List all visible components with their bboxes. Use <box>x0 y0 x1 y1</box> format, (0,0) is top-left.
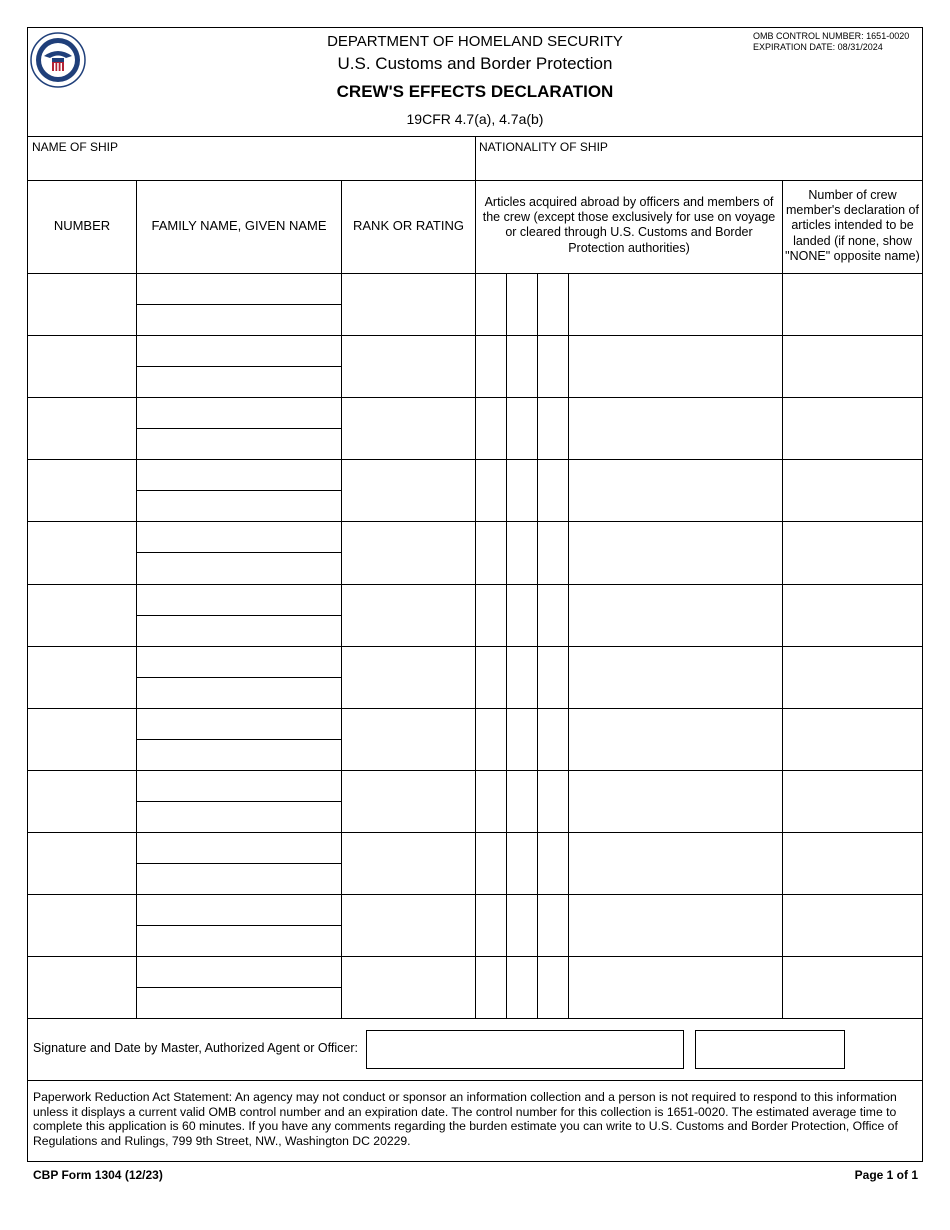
number-cell[interactable] <box>28 460 136 521</box>
divider <box>136 366 342 367</box>
family-name-cell[interactable] <box>137 895 341 925</box>
number-cell[interactable] <box>28 957 136 1018</box>
family-name-cell[interactable] <box>137 398 341 428</box>
divider <box>537 273 538 1019</box>
omb-control-number: OMB CONTROL NUMBER: 1651-0020 <box>753 31 910 41</box>
divider <box>475 136 476 1019</box>
date-input[interactable] <box>695 1030 845 1069</box>
divider <box>27 180 923 181</box>
rank-cell[interactable] <box>342 957 475 1018</box>
count-line: landed (if none, show <box>793 233 912 248</box>
form-id: CBP Form 1304 (12/23) <box>33 1168 163 1182</box>
department-name: DEPARTMENT OF HOMELAND SECURITY <box>327 33 623 50</box>
cfr-reference: 19CFR 4.7(a), 4.7a(b) <box>406 111 544 127</box>
divider <box>506 273 507 1019</box>
count-cell[interactable] <box>783 833 922 894</box>
divider <box>136 428 342 429</box>
divider <box>136 739 342 740</box>
divider <box>136 304 342 305</box>
rank-cell[interactable] <box>342 833 475 894</box>
rank-cell[interactable] <box>342 522 475 583</box>
given-name-cell[interactable] <box>137 616 341 646</box>
divider <box>136 615 342 616</box>
articles-cell[interactable] <box>569 957 782 1018</box>
number-cell[interactable] <box>28 709 136 770</box>
column-header-articles <box>476 195 782 256</box>
articles-cell[interactable] <box>569 398 782 459</box>
given-name-cell[interactable] <box>137 367 341 397</box>
given-name-cell[interactable] <box>137 864 341 894</box>
family-name-cell[interactable] <box>137 522 341 552</box>
articles-line: Protection authorities) <box>568 240 690 255</box>
given-name-cell[interactable] <box>137 553 341 583</box>
divider <box>27 1018 923 1019</box>
number-cell[interactable] <box>28 522 136 583</box>
family-name-cell[interactable] <box>137 274 341 304</box>
number-cell[interactable] <box>28 398 136 459</box>
count-cell[interactable] <box>783 895 922 956</box>
articles-cell[interactable] <box>569 522 782 583</box>
number-cell[interactable] <box>28 833 136 894</box>
column-header-name: FAMILY NAME, GIVEN NAME <box>151 218 327 233</box>
articles-cell[interactable] <box>569 585 782 646</box>
rank-cell[interactable] <box>342 398 475 459</box>
count-cell[interactable] <box>783 771 922 832</box>
count-cell[interactable] <box>783 274 922 335</box>
divider <box>136 987 342 988</box>
rank-cell[interactable] <box>342 585 475 646</box>
articles-line: or cleared through U.S. Customs and Border <box>505 225 753 240</box>
articles-cell[interactable] <box>569 647 782 708</box>
number-cell[interactable] <box>28 647 136 708</box>
articles-line: the crew (except those exclusively for use on voyage <box>482 210 776 225</box>
nationality-label: NATIONALITY OF SHIP <box>479 140 608 154</box>
column-header-rank: RANK OR RATING <box>353 218 464 233</box>
cbp-seal-icon <box>30 32 86 88</box>
count-cell[interactable] <box>783 460 922 521</box>
rank-cell[interactable] <box>342 460 475 521</box>
given-name-cell[interactable] <box>137 678 341 708</box>
given-name-cell[interactable] <box>137 926 341 956</box>
count-line: Number of crew <box>808 188 897 202</box>
divider <box>136 925 342 926</box>
column-header-count <box>783 188 922 264</box>
given-name-cell[interactable] <box>137 491 341 521</box>
signature-input[interactable] <box>366 1030 684 1069</box>
divider <box>136 863 342 864</box>
count-cell[interactable] <box>783 522 922 583</box>
number-cell[interactable] <box>28 274 136 335</box>
given-name-cell[interactable] <box>137 740 341 770</box>
rank-cell[interactable] <box>342 274 475 335</box>
name-of-ship-label: NAME OF SHIP <box>32 140 119 154</box>
paperwork-line: Regulations and Rulings, 799 9th Street, NW., Washington DC 20229. <box>33 1133 411 1148</box>
count-cell[interactable] <box>783 709 922 770</box>
divider <box>136 552 342 553</box>
given-name-cell[interactable] <box>137 802 341 832</box>
articles-cell[interactable] <box>569 460 782 521</box>
paperwork-statement <box>33 1090 918 1148</box>
divider <box>136 801 342 802</box>
family-name-cell[interactable] <box>137 585 341 615</box>
rank-cell[interactable] <box>342 336 475 397</box>
articles-cell[interactable] <box>569 771 782 832</box>
number-cell[interactable] <box>28 585 136 646</box>
agency-name: U.S. Customs and Border Protection <box>337 54 613 73</box>
family-name-cell[interactable] <box>137 709 341 739</box>
rank-cell[interactable] <box>342 647 475 708</box>
articles-cell[interactable] <box>569 709 782 770</box>
given-name-cell[interactable] <box>137 305 341 335</box>
nationality-of-ship-field[interactable] <box>476 137 922 180</box>
articles-cell[interactable] <box>569 336 782 397</box>
paperwork-line: Paperwork Reduction Act Statement: An agency may not conduct or sponsor an information collection and a person is not required to respond to this information <box>33 1090 897 1104</box>
articles-cell[interactable] <box>569 274 782 335</box>
given-name-cell[interactable] <box>137 429 341 459</box>
divider <box>136 677 342 678</box>
count-line: member's declaration of <box>785 203 919 218</box>
rank-cell[interactable] <box>342 771 475 832</box>
articles-cell[interactable] <box>569 833 782 894</box>
family-name-cell[interactable] <box>137 833 341 863</box>
page-title: CREW'S EFFECTS DECLARATION <box>336 82 614 101</box>
number-cell[interactable] <box>28 336 136 397</box>
count-cell[interactable] <box>783 957 922 1018</box>
family-name-cell[interactable] <box>137 336 341 366</box>
expiration-date: EXPIRATION DATE: 08/31/2024 <box>753 42 883 52</box>
paperwork-line: unless it displays a current valid OMB control number and an expiration date. The control number for this collection is 1651-0020. The estimated average time to <box>33 1104 897 1119</box>
family-name-cell[interactable] <box>137 771 341 801</box>
page-indicator: Page 1 of 1 <box>854 1168 918 1182</box>
family-name-cell[interactable] <box>137 460 341 490</box>
articles-cell[interactable] <box>569 895 782 956</box>
signature-label: Signature and Date by Master, Authorized Agent or Officer: <box>33 1041 358 1055</box>
count-line: articles intended to be <box>791 218 914 233</box>
count-line: "NONE" opposite name) <box>785 248 920 263</box>
divider <box>568 273 569 1019</box>
paperwork-line: complete this application is 60 minutes. If you have any comments regarding the burden estimate you can write to U.S. Customs and Border Protection, Office of <box>33 1119 898 1134</box>
rank-cell[interactable] <box>342 709 475 770</box>
rank-cell[interactable] <box>342 895 475 956</box>
divider <box>136 490 342 491</box>
column-header-number: NUMBER <box>53 218 111 233</box>
count-cell[interactable] <box>783 585 922 646</box>
family-name-cell[interactable] <box>137 957 341 987</box>
given-name-cell[interactable] <box>137 988 341 1018</box>
number-cell[interactable] <box>28 895 136 956</box>
count-cell[interactable] <box>783 398 922 459</box>
count-cell[interactable] <box>783 336 922 397</box>
count-cell[interactable] <box>783 647 922 708</box>
articles-line: Articles acquired abroad by officers and members of <box>484 195 774 209</box>
number-cell[interactable] <box>28 771 136 832</box>
divider <box>27 1080 923 1081</box>
family-name-cell[interactable] <box>137 647 341 677</box>
name-of-ship-field[interactable] <box>28 137 475 180</box>
